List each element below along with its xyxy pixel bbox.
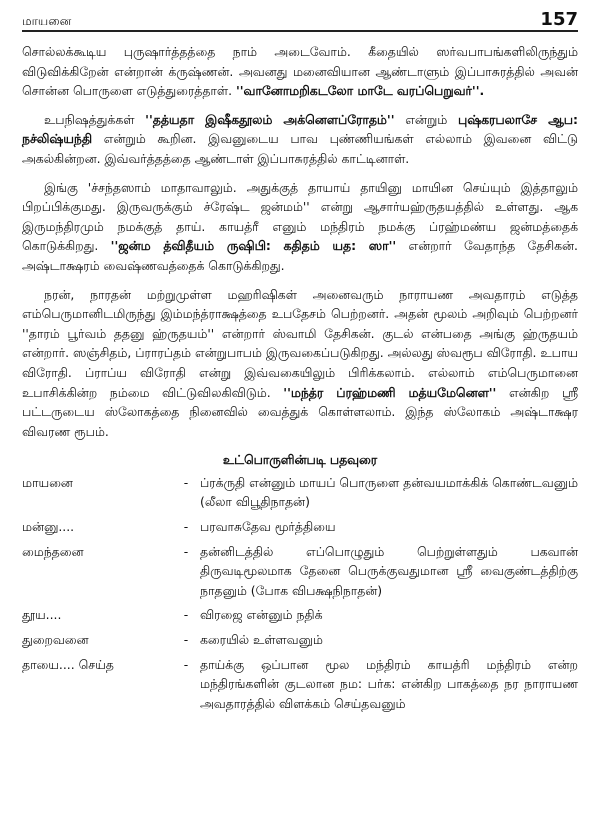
glossary-meaning: ப்ரக்ருதி என்னும் மாயப் பொருளை தன்வயமாக்கிக் கொண்டவனும் (லீலா விபூதிநாதன்)	[200, 474, 578, 510]
glossary-table	[22, 473, 578, 719]
page-header	[22, 6, 578, 32]
glossary-row	[22, 473, 578, 517]
glossary-term: மாயனை	[22, 474, 73, 490]
glossary-row	[22, 517, 578, 542]
glossary-row	[22, 542, 578, 606]
paragraph-4-text-a: நரன், நாரதன் மற்றுமுள்ள மஹரிஷிகள் அனைவரும் நாராயண அவதாரம் எடுத்த எம்பெருமானிடமிருந்து இம்மந்த்ராக்ஷத்தை உபதேசம் பெற்றனர். அதன் மூலம் அறிவும் பெற்றனர் ''தாரம் பூர்வம் ததனு ஹ்ருதயம்'' என்றார் ஸ்வாமி தேசிகன். குடல் என்பதை அங்கு ஹ்ருதயம் என்றார். ஸஞ்சிதம், ப்ராரப்தம் என்றுபாபம் இருவகைப்படுகிறது. அல்லது ஸ்வரூப விரோதி. உபாய விரோதி. ப்ராப்ய விரோதி என்று இவ்வகையிலும் பிரிக்கலாம். எல்லாம் எம்பெருமானை உபாசிக்கின்ற நம்மை விட்டுவிலகிவிடும்.	[22, 286, 578, 400]
paragraph-2-text-e: என்றும் கூறின. இவனுடைய பாவ புண்ணியங்கள் எல்லாம் இவனை விட்டு அகல்கின்றன. இவ்வர்த்தத்தை ஆண்டாள் இப்பாசுரத்தில் காட்டினாள்.	[22, 131, 578, 166]
glossary-heading: உட்பொருளின்படி பதவுரை	[222, 452, 378, 468]
paragraph-1-text: சொல்லக்கூடிய புருஷார்த்தத்தை நாம் அடைவோம். கீதையில் ஸர்வபாபங்களிலிருந்தும் விடுவிக்கிறேன் என்றான் க்ருஷ்ணன். அவனது மனைவியான ஆண்டாளும் இப்பாசுரத்தில் அவன் சொன்ன பொருளை எடுத்துரைத்தாள்.	[22, 44, 578, 99]
paragraph-2	[22, 110, 578, 169]
glossary-separator: -	[183, 519, 189, 535]
paragraph-2-text-a: உபநிஷத்துக்கள்	[44, 111, 146, 127]
paragraph-3-text-a: இங்கு 'ச்சந்தஸாம் மாதாவாலும். அதுக்குத் தாயாய் தாயினு மாயின செய்யும் இத்தாலும் பிறப்பிக்குமது. இருவருக்கும் ச்ரேஷ்ட ஜன்மம்'' என்று ஆசார்யஹ்ருதயத்தில் உள்ளது. ஆக இருமந்திரமும் நமக்குத் தாய். காயத்ரீ எனும் மந்திரம் நமக்கு ப்ரஹ்மண்ய ஜன்மத்தைக் கொடுக்கிறது.	[22, 179, 578, 254]
glossary-term: தூய....	[22, 607, 62, 623]
glossary-term: துறைவனை	[22, 632, 89, 648]
paragraph-3-text-c: என்றார் வேதாந்த தேசிகன். அஷ்டாக்ஷரம் வைஷ்ணவத்தைக் கொடுக்கிறது.	[22, 238, 578, 273]
paragraph-4-text-c: என்கிற ஸ்ரீ பட்டருடைய ஸ்லோகத்தை நினைவில் வைத்துக் கொள்ளலாம். இந்த ஸ்லோகம் அஷ்டாக்ஷர விவரண ரூபம்.	[22, 384, 579, 439]
glossary-separator: -	[183, 656, 189, 672]
glossary-term: மன்னு....	[22, 519, 75, 535]
glossary-separator: -	[183, 632, 189, 648]
glossary-separator: -	[183, 474, 189, 490]
glossary-row	[22, 605, 578, 630]
page-number: 157	[540, 9, 578, 30]
quote-janma: ''ஜன்ம த்விதீயம் ருஷிபி: கதிதம் யத: ஸா''	[110, 238, 397, 254]
glossary-separator: -	[183, 607, 189, 623]
glossary-meaning: கரையில் உள்ளவனும்	[200, 632, 323, 648]
glossary-meaning: பரவாசுதேவ மூர்த்தியை	[200, 519, 336, 535]
quote-vanomari: ''வானோமறிகடலோ மாடே வரப்பெறுவர்''.	[235, 83, 485, 99]
quote-mantra: ''மந்த்ர ப்ரஹ்மணி மத்யமேனௌ''	[283, 384, 497, 400]
glossary-separator: -	[183, 543, 189, 559]
page-body	[22, 32, 578, 718]
glossary-meaning: தாய்க்கு ஒப்பான மூல மந்திரம் காயத்ரி மந்திரம் என்ற மந்திரங்களின் குடலான நம: பர்க: என்கிற பாகத்தை நர நாராயண அவதாரத்தில் விளக்கம் செய்தவனும்	[200, 656, 578, 711]
glossary-term: மைந்தனை	[22, 543, 84, 559]
paragraph-3	[22, 178, 578, 276]
glossary-row	[22, 655, 578, 719]
glossary-term: தாயை.... செய்த	[22, 656, 114, 672]
glossary-meaning: விரஜை என்னும் நதிக்	[200, 607, 323, 623]
glossary-row	[22, 630, 578, 655]
paragraph-1	[22, 42, 578, 101]
quote-upanishad: ''தத்யதா இஷீகதூலம் அக்னௌப்ரோதம்''	[145, 111, 395, 127]
paragraph-4	[22, 285, 578, 442]
quote-pushkara: புஷ்கரபலாசே ஆப: நச்லிஷ்யந்தி	[22, 111, 578, 147]
running-title: மாயனை	[22, 14, 72, 28]
paragraph-2-text-c: என்றும்	[394, 111, 458, 127]
glossary-meaning: தன்னிடத்தில் எப்பொழுதும் பெற்றுள்ளதும் பகவான் திருவடிமூலமாக தேனை பெருக்குவதுமான ஸ்ரீ வைகுண்டத்திற்கு நாதனும் (போக விபக்ஷநிநாதன்)	[200, 543, 578, 598]
